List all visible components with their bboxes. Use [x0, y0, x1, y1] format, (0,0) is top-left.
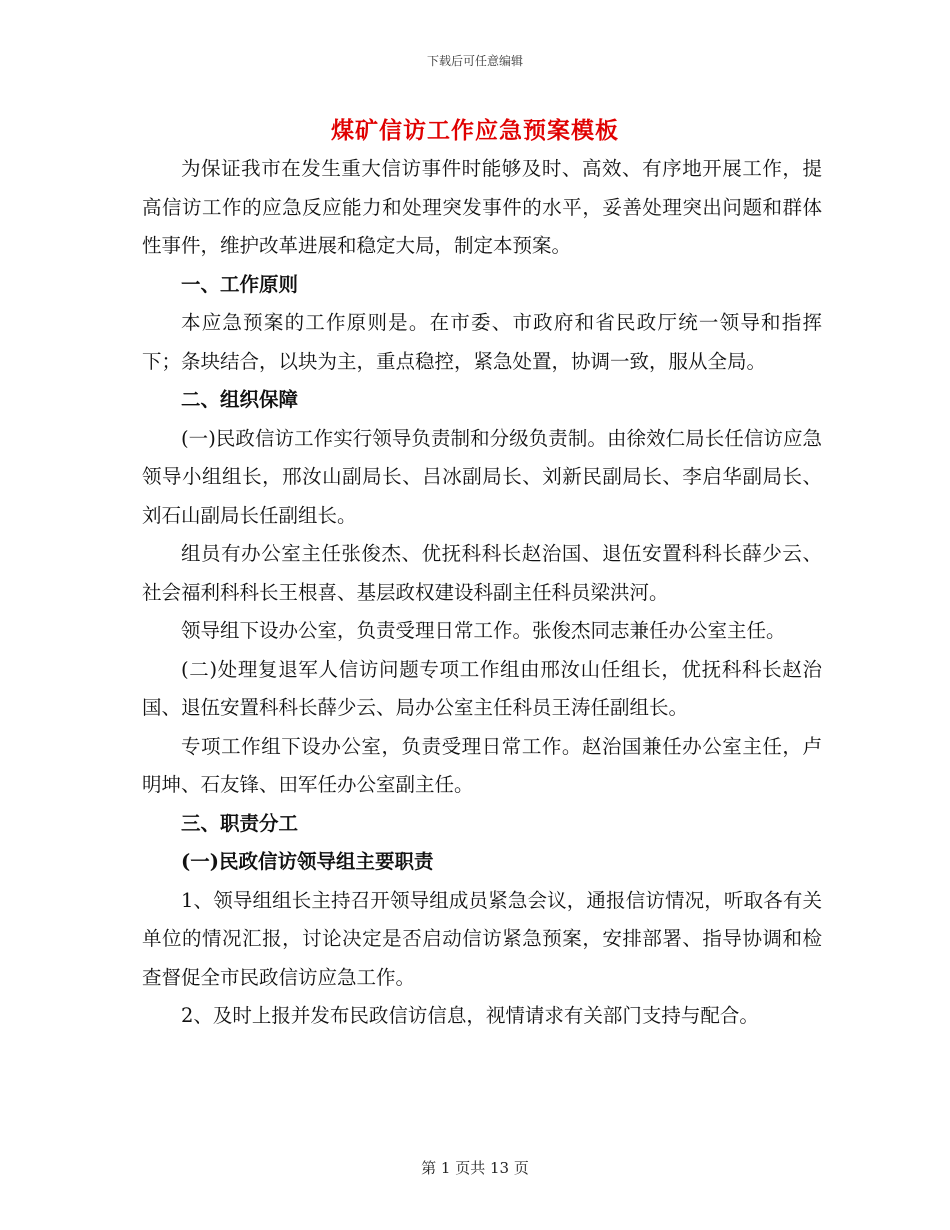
- paragraph-org-office: 领导组下设办公室，负责受理日常工作。张俊杰同志兼任办公室主任。: [181, 619, 786, 642]
- paragraph-duty-1: 1、领导组组长主持召开领导组成员紧急会议，通报信访情况，听取各有关单位的情况汇报，讨论决定是否启动信访紧急预案，安排部署、指导协调和检查督促全市民政信访应急工作。: [142, 888, 822, 989]
- paragraph-org-1: (一)民政信访工作实行领导负责制和分级负责制。由徐效仁局长任信访应急领导小组组长，邢汝山副局长、吕冰副局长、刘新民副局长、李启华副局长、刘石山副局长任副组长。: [142, 426, 822, 527]
- heading-section-3: 三、职责分工: [181, 811, 299, 835]
- paragraph-principles: 本应急预案的工作原则是。在市委、市政府和省民政厅统一领导和指挥下；条块结合，以块为主，重点稳控，紧急处置，协调一致，服从全局。: [142, 311, 822, 373]
- document-body: [142, 150, 822, 1036]
- paragraph-intro: 为保证我市在发生重大信访事件时能够及时、高效、有序地开展工作，提高信访工作的应急反应能力和处理突发事件的水平，妥善处理突出问题和群体性事件，维护改革进展和稳定大局，制定本预案。: [142, 157, 822, 257]
- page-header: 下载后可任意编辑: [426, 54, 523, 68]
- page-footer: 第 1 页共 13 页: [421, 1159, 529, 1177]
- document-title: 煤矿信访工作应急预案模板: [331, 117, 619, 144]
- heading-section-2: 二、组织保障: [181, 388, 299, 411]
- paragraph-org-members: 组员有办公室主任张俊杰、优抚科科长赵治国、退伍安置科科长薛少云、社会福利科科长王根喜、基层政权建设科副主任科员梁洪河。: [142, 542, 822, 604]
- heading-subsection-3-1: (一)民政信访领导组主要职责: [181, 850, 434, 873]
- paragraph-duty-2: 2、及时上报并发布民政信访信息，视情请求有关部门支持与配合。: [181, 1004, 759, 1027]
- heading-section-1: 一、工作原则: [181, 272, 299, 296]
- paragraph-org-2: (二)处理复退军人信访问题专项工作组由邢汝山任组长，优抚科科长赵治国、退伍安置科科长薛少云、局办公室主任科员王涛任副组长。: [142, 657, 822, 719]
- paragraph-org-2-office: 专项工作组下设办公室，负责受理日常工作。赵治国兼任办公室主任，卢明坤、石友锋、田军任办公室副主任。: [142, 734, 822, 796]
